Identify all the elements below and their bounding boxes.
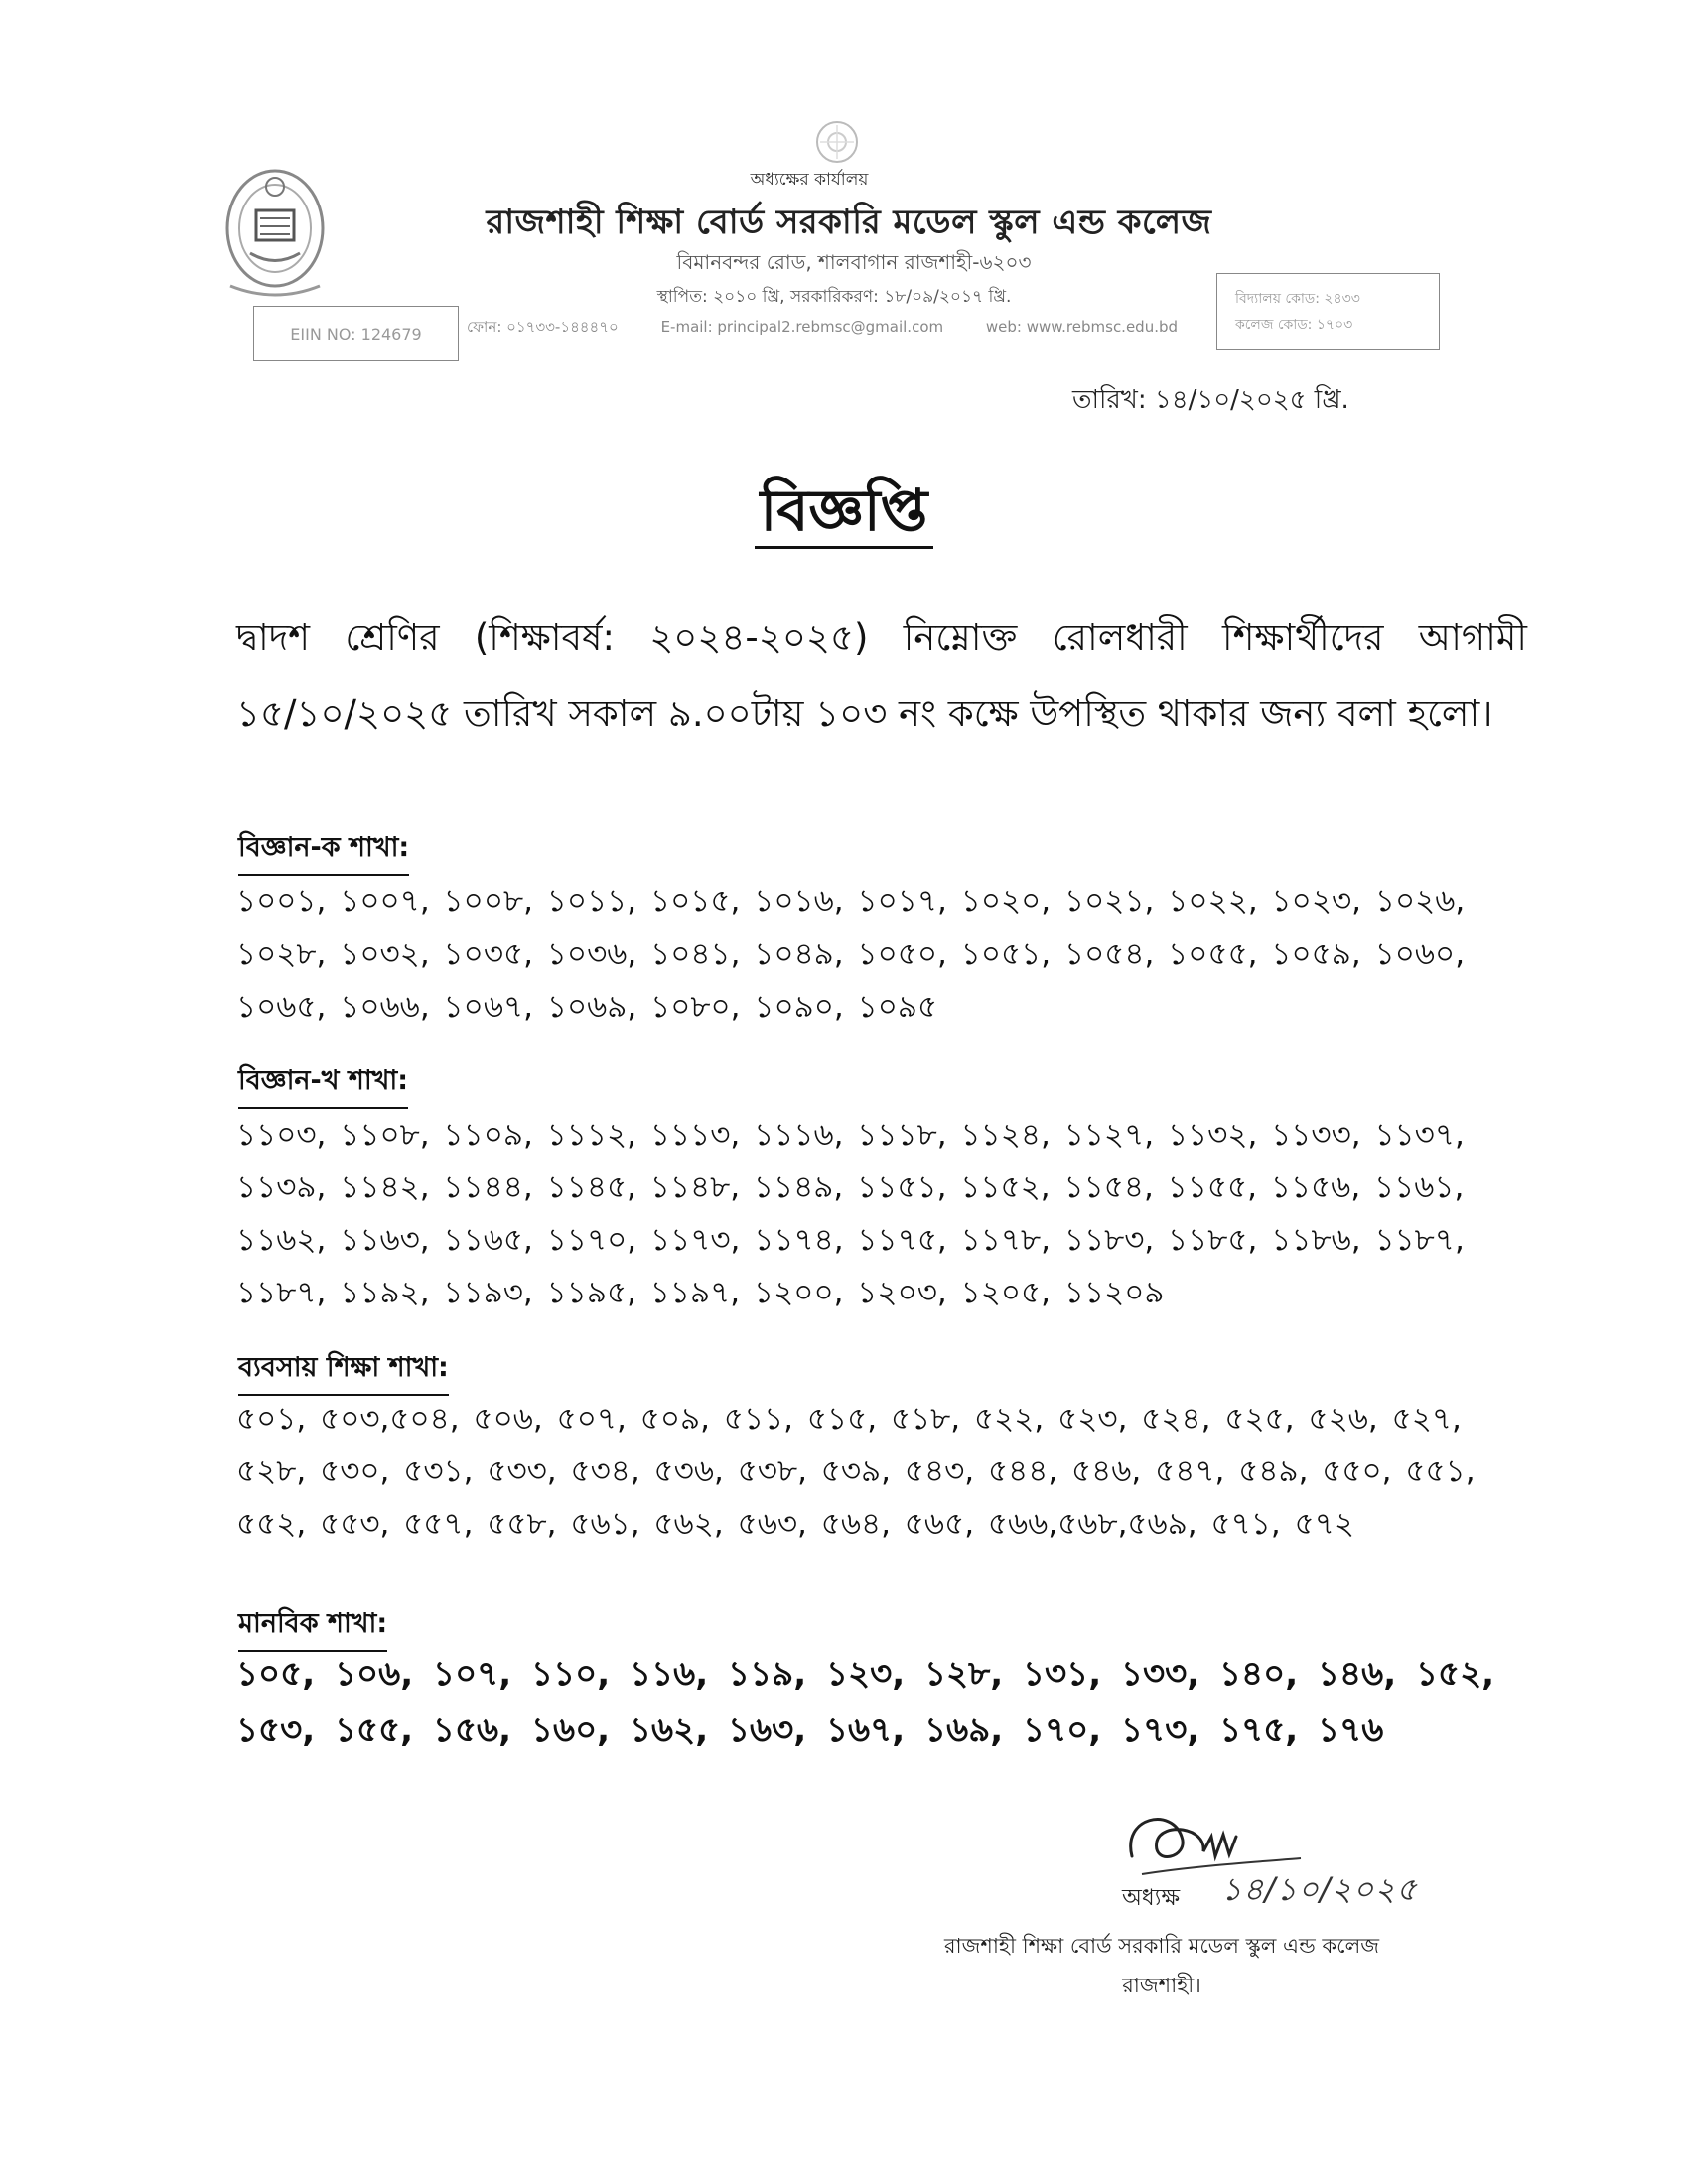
notice-date: তারিখ: ১৪/১০/২০২৫ খ্রি. [1072, 385, 1349, 415]
signatory-city: রাজশাহী। [1122, 1974, 1201, 1997]
section-heading-business: ব্যবসায় শিক্ষা শাখা: [238, 1347, 449, 1396]
web-text: web: www.rebmsc.edu.bd [985, 318, 1179, 336]
roll-list-humanities: ১০৫, ১০৬, ১০৭, ১১০, ১১৬, ১১৯, ১২৩, ১২৮, ১৩১, ১৩৩, ১৪০, ১৪৬, ১৫২, ১৫৩, ১৫৫, ১৫৬, ১৬০, ১৬২, ১৬৩, ১৬৭, ১৬৯, ১৭০, ১৭৩, ১৭৫, ১৭৬ [236, 1654, 1495, 1750]
signatory-org-name: রাজশাহী শিক্ষা বোর্ড সরকারি মডেল স্কুল এন্ড কলেজ [943, 1934, 1380, 1958]
signatory-title: অধ্যক্ষ [1122, 1885, 1181, 1911]
notice-title-wrap [0, 467, 1688, 563]
section-heading-humanities: মানবিক শাখা: [238, 1603, 387, 1652]
school-address: বিমানবন্দর রোড, শালবাগান রাজশাহী-৬২০৩ [676, 250, 1032, 274]
notice-intro: দ্বাদশ শ্রেণির (শিক্ষাবর্ষ: ২০২৪-২০২৫) নিম্নোক্ত রোলধারী শিক্ষার্থীদের আগামী ১৫/১০/২০২৫ তারিখ সকাল ৯.০০টায় ১০৩ নং কক্ষে উপস্থিত থাকার জন্য বলা হলো। [236, 616, 1527, 735]
signature-date: ১৪/১০/২০২৫ [1221, 1870, 1418, 1908]
national-emblem-icon [814, 119, 860, 165]
established-line: স্থাপিত: ২০১০ খ্রি, সরকারিকরণ: ১৮/০৯/২০১৭ খ্রি. [656, 287, 1012, 307]
section-heading-science-b: বিজ্ঞান-খ শাখা: [238, 1060, 408, 1109]
roll-list-science-b: ১১০৩, ১১০৮, ১১০৯, ১১১২, ১১১৩, ১১১৬, ১১১৮, ১১২৪, ১১২৭, ১১৩২, ১১৩৩, ১১৩৭, ১১৩৯, ১১৪২, ১১৪৪, ১১৪৫, ১১৪৮, ১১৪৯, ১১৫১, ১১৫২, ১১৫৪, ১১৫৫, ১১৫৬, ১১৬১, ১১৬২, ১১৬৩, ১১৬৫, ১১৭০, ১১৭৩, ১১৭৪, ১১৭৫, ১১৭৮, ১১৮৩, ১১৮৫, ১১৮৬, ১১৮৭, ১১৮৭, ১১৯২, ১১৯৩, ১১৯৫, ১১৯৭, ১২০০, ১২০৩, ১২০৫, ১১২০৯ [236, 1117, 1465, 1310]
section-heading-science-a: বিজ্ঞান-ক শাখা: [238, 827, 409, 876]
school-logo-icon [220, 159, 330, 308]
school-code: বিদ্যালয় কোড: ২৪৩৩ [1235, 291, 1360, 307]
institution-code-box [1216, 273, 1440, 350]
roll-list-science-a: ১০০১, ১০০৭, ১০০৮, ১০১১, ১০১৫, ১০১৬, ১০১৭, ১০২০, ১০২১, ১০২২, ১০২৩, ১০২৬, ১০২৮, ১০৩২, ১০৩৫, ১০৩৬, ১০৪১, ১০৪৯, ১০৫০, ১০৫১, ১০৫৪, ১০৫৫, ১০৫৯, ১০৬০, ১০৬৫, ১০৬৬, ১০৬৭, ১০৬৯, ১০৮০, ১০৯০, ১০৯৫ [236, 884, 1466, 1024]
notice-title: বিজ্ঞপ্তি [755, 477, 934, 549]
eiin-text: EIIN NO: 124679 [290, 324, 422, 343]
phone-text: ফোন: ০১৭৩৩-১৪৪৪৭০ [467, 318, 619, 336]
email-text: E-mail: principal2.rebmsc@gmail.com [660, 318, 944, 336]
college-code: কলেজ কোড: ১৭০৩ [1235, 317, 1353, 333]
signatory-organization [894, 1926, 1430, 2005]
eiin-box [253, 306, 459, 361]
roll-list-business: ৫০১, ৫০৩,৫০৪, ৫০৬, ৫০৭, ৫০৯, ৫১১, ৫১৫, ৫১৮, ৫২২, ৫২৩, ৫২৪, ৫২৫, ৫২৬, ৫২৭, ৫২৮, ৫৩০, ৫৩১, ৫৩৩, ৫৩৪, ৫৩৬, ৫৩৮, ৫৩৯, ৫৪৩, ৫৪৪, ৫৪৬, ৫৪৭, ৫৪৯, ৫৫০, ৫৫১, ৫৫২, ৫৫৩, ৫৫৭, ৫৫৮, ৫৬১, ৫৬২, ৫৬৩, ৫৬৪, ৫৬৫, ৫৬৬,৫৬৮,৫৬৯, ৫৭১, ৫৭২ [236, 1401, 1476, 1542]
school-name: রাজশাহী শিক্ষা বোর্ড সরকারি মডেল স্কুল এন্ড কলেজ [486, 203, 1212, 242]
contact-line [467, 316, 1221, 341]
office-label: অধ্যক্ষের কার্যালয় [750, 170, 869, 190]
